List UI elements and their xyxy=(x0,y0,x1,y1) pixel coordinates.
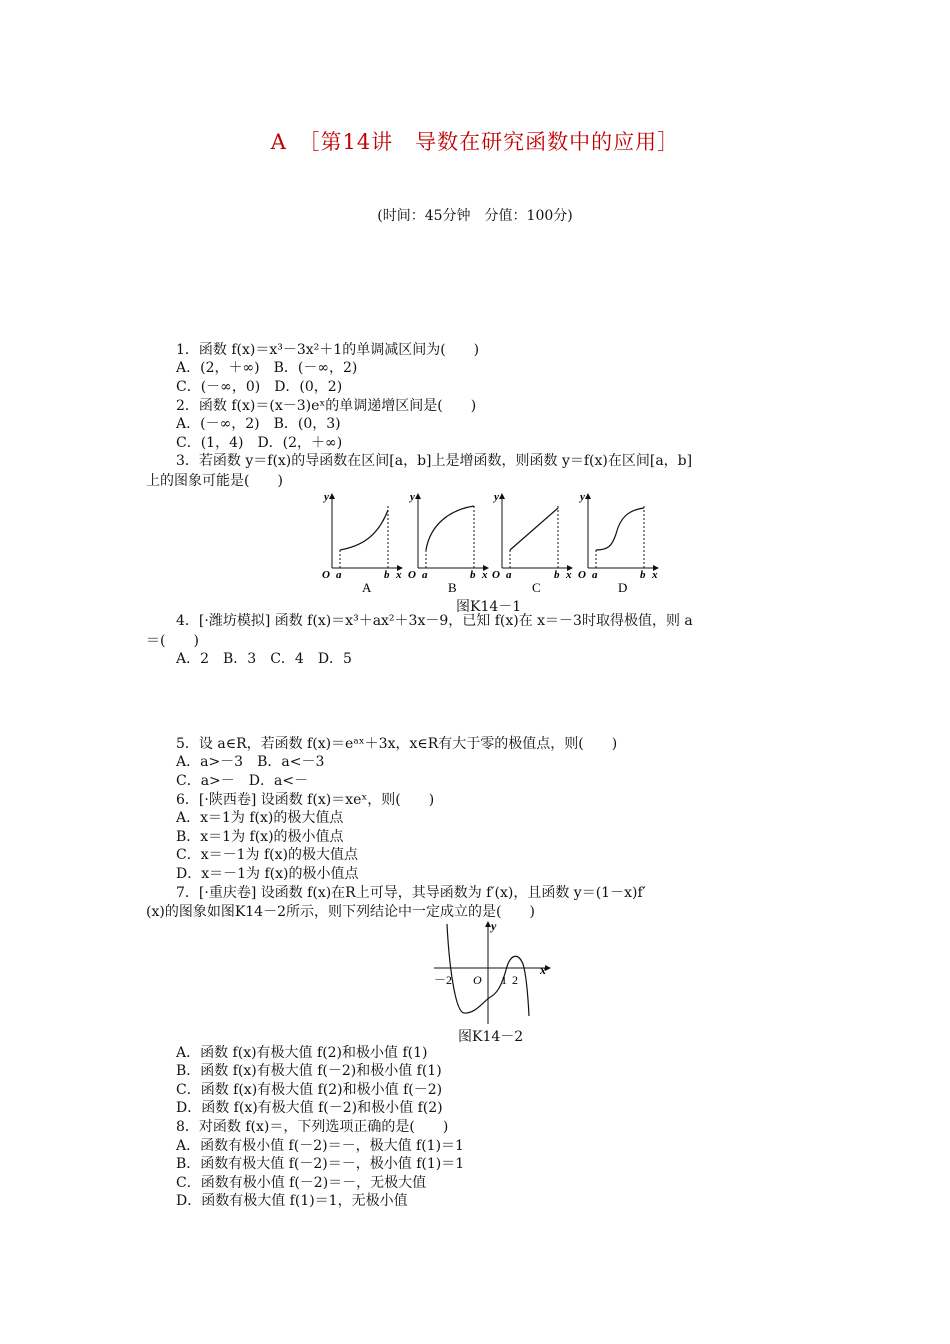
panel-a-label: a xyxy=(336,569,342,581)
panel-y-label: y xyxy=(410,491,415,503)
q7-option-a: A．函数 f(x)有极大值 f(2)和极小值 f(1) xyxy=(176,1045,428,1061)
q6-option-c: C．x＝－1为 f(x)的极大值点 xyxy=(176,847,358,863)
q7-option-b: B．函数 f(x)有极大值 f(－2)和极小值 f(1) xyxy=(176,1063,442,1079)
panel-b-label: b xyxy=(384,569,390,581)
q7-option-c: C．函数 f(x)有极大值 f(2)和极小值 f(－2) xyxy=(176,1082,443,1098)
panel-letter: D xyxy=(618,580,628,595)
panel-a-label: a xyxy=(422,569,428,581)
panel-y-label: y xyxy=(494,491,499,503)
panel-x-label: x xyxy=(482,569,488,581)
panel-curve xyxy=(340,510,388,550)
q3-stem: 3．若函数 y＝f(x)的导函数在区间[a，b]上是增函数，则函数 y＝f(x)在区间[a，b] xyxy=(176,453,693,469)
panel-y-label: y xyxy=(324,491,329,503)
panel-a-label: a xyxy=(506,569,512,581)
panel-x-label: x xyxy=(652,569,658,581)
panel-letter: A xyxy=(362,580,372,595)
panel-origin-label: O xyxy=(578,569,586,581)
q6-option-b: B．x＝1为 f(x)的极小值点 xyxy=(176,829,344,845)
panel-x-label: x xyxy=(396,569,402,581)
q8-option-a: A．函数有极小值 f(－2)＝－，极大值 f(1)＝1 xyxy=(176,1138,464,1154)
q8-option-d: D．函数有极大值 f(1)＝1，无极小值 xyxy=(176,1193,408,1209)
panel-letter: C xyxy=(532,580,541,595)
q5-options-ab: A．a>－3 B．a<－3 xyxy=(176,754,325,770)
q2-stem: 2．函数 f(x)＝(x－3)eˣ的单调递增区间是( ) xyxy=(176,398,477,414)
graph-panel-c xyxy=(492,491,572,595)
panel-y-label: y xyxy=(580,491,585,503)
time-score-info: (时间：45分钟 分值：100分) xyxy=(377,208,573,224)
q3-stem-cont: 上的图象可能是( ) xyxy=(146,473,283,489)
fig2-origin-label: O xyxy=(473,973,482,987)
fig2-tick-2: 2 xyxy=(512,973,518,987)
panel-letter: B xyxy=(448,580,457,595)
q4-stem: 4．[·潍坊模拟] 函数 f(x)＝x³＋ax²＋3x－9，已知 f(x)在 x＝－3时取得极值，则 a xyxy=(176,613,693,629)
figure-k14-2 xyxy=(430,916,560,1028)
page-title: A ［第14讲 导数在研究函数中的应用］ xyxy=(270,130,680,154)
panel-b-label: b xyxy=(470,569,476,581)
panel-b-label: b xyxy=(640,569,646,581)
q4-stem-cont: ＝( ) xyxy=(146,633,199,649)
panel-origin-label: O xyxy=(322,569,330,581)
q6-option-d: D．x＝－1为 f(x)的极小值点 xyxy=(176,866,359,882)
q7-stem: 7．[·重庆卷] 设函数 f(x)在R上可导，其导函数为 f′(x)，且函数 y＝(1－x)f′ xyxy=(176,885,646,901)
q6-option-a: A．x＝1为 f(x)的极大值点 xyxy=(176,810,344,826)
q2-options-cd: C．(1，4) D．(2，＋∞) xyxy=(176,435,343,451)
graph-panel-d xyxy=(578,491,658,595)
q2-options-ab: A．(－∞，2) B．(0，3) xyxy=(176,416,341,432)
panel-x-label: x xyxy=(566,569,572,581)
panel-origin-label: O xyxy=(408,569,416,581)
q8-option-b: B．函数有极大值 f(－2)＝－，极小值 f(1)＝1 xyxy=(176,1156,465,1172)
fig2-x-label: x xyxy=(540,963,546,977)
figure-k14-1-caption: 图K14－1 xyxy=(456,599,522,615)
q1-options-ab: A．(2，＋∞) B．(－∞，2) xyxy=(176,360,358,376)
q4-options: A．2 B．3 C．4 D．5 xyxy=(176,651,352,667)
panel-origin-label: O xyxy=(492,569,500,581)
q5-options-cd: C．a>－ D．a<－ xyxy=(176,773,309,789)
q8-option-c: C．函数有极小值 f(－2)＝－，无极大值 xyxy=(176,1175,427,1191)
fig2-tick-neg2: －2 xyxy=(434,973,453,987)
panel-a-label: a xyxy=(592,569,598,581)
panel-curve xyxy=(510,508,558,550)
fig2-y-label: y xyxy=(491,919,497,933)
q8-stem: 8．对函数 f(x)＝，下列选项正确的是( ) xyxy=(176,1119,449,1135)
q5-stem: 5．设 a∈R，若函数 f(x)＝eᵃˣ＋3x，x∈R有大于零的极值点，则( ) xyxy=(176,736,618,752)
graph-panel-a xyxy=(322,491,402,595)
figure-k14-2-caption: 图K14－2 xyxy=(458,1029,524,1045)
q6-stem: 6．[·陕西卷] 设函数 f(x)＝xeˣ，则( ) xyxy=(176,792,435,808)
q1-options-cd: C．(－∞，0) D．(0，2) xyxy=(176,379,343,395)
q7-stem-cont: (x)的图象如图K14－2所示，则下列结论中一定成立的是( ) xyxy=(146,904,535,920)
panel-curve xyxy=(596,508,644,550)
figure-k14-1 xyxy=(322,490,672,596)
q1-stem: 1．函数 f(x)＝x³－3x²＋1的单调减区间为( ) xyxy=(176,342,480,358)
q7-option-d: D．函数 f(x)有极大值 f(－2)和极小值 f(2) xyxy=(176,1100,443,1116)
fig2-tick-1: 1 xyxy=(501,973,507,987)
panel-curve xyxy=(426,506,474,550)
panel-b-label: b xyxy=(554,569,560,581)
graph-panel-b xyxy=(408,491,488,595)
